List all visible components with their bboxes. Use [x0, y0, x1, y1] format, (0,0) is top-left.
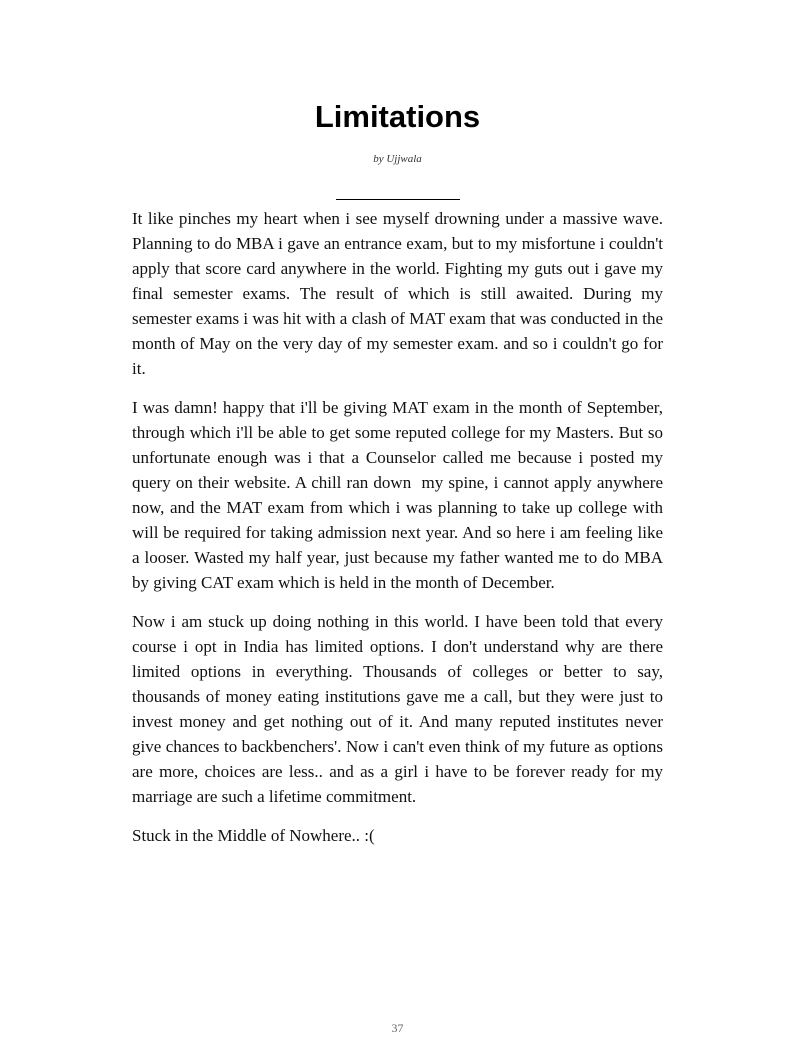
paragraph: Stuck in the Middle of Nowhere.. :(: [132, 826, 375, 845]
article-byline: by Ujjwala: [373, 153, 422, 165]
page-number: 37: [391, 1021, 404, 1035]
paragraph: I was damn! happy that i'll be giving MAT exam in the month of September, through which i'll be able to get some reputed college for my Masters. But so unfortunate enough was i that a Counselor called me because i posted my query on their website. A chill ran down my spine, i cannot apply anywhere now, and the MAT exam from which i was planning to take up college with will be required for taking admission next year. And so here i am feeling like a looser. Wasted my half year, just because my father wanted me to do MBA by giving CAT exam which is held in the month of December.: [132, 398, 668, 592]
paragraph: Now i am stuck up doing nothing in this world. I have been told that every course i opt in India has limited options. I don't understand why are there limited options in everything. Thousands of colleges or better to say, thousands of money eating institutions gave me a call, but they were just to invest money and get nothing out of it. And many reputed institutes never give chances to backbenchers'. Now i can't even think of my future as options are more, choices are less.. and as a girl i have to be forever ready for my marriage are such a lifetime commitment.: [132, 612, 668, 806]
article-body: [132, 206, 668, 862]
paragraph: It like pinches my heart when i see myself drowning under a massive wave. Planning to do MBA i gave an entrance exam, but to my misfortune i couldn't apply that score card anywhere in the world. Fighting my guts out i gave my final semester exams. The result of which is still awaited. During my semester exams i was hit with a clash of MAT exam that was conducted in the month of May on the very day of my semester exam. and so i couldn't go for it.: [132, 209, 668, 378]
title-divider: [336, 199, 460, 200]
article-title: Limitations: [314, 99, 481, 134]
